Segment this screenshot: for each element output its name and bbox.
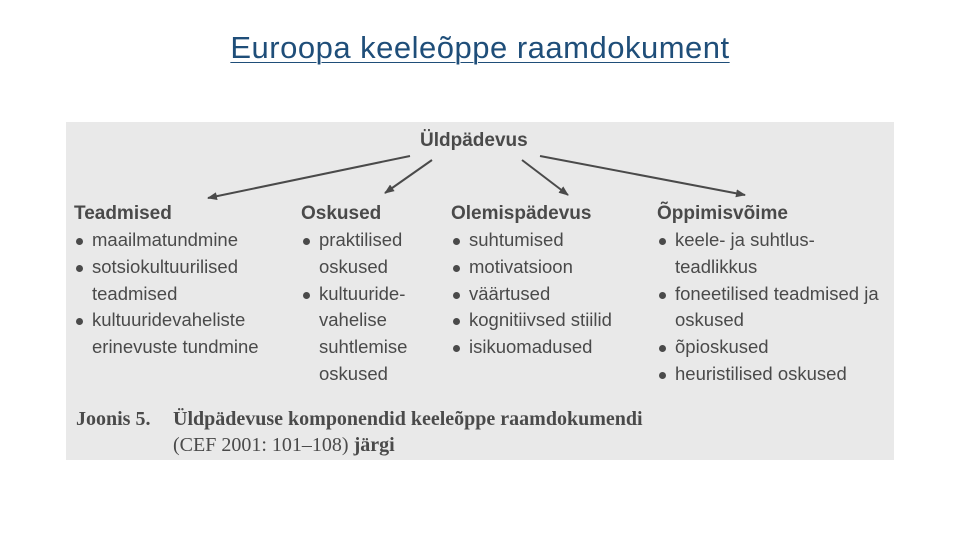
list-item: maailmatundmine (74, 227, 262, 254)
column-olemispadevus (451, 203, 612, 361)
list-item: väärtused (451, 281, 612, 308)
list-item: kultuuride-vahelise suhtlemise oskused (301, 281, 424, 388)
bullet-list (657, 227, 893, 388)
bullet-list (301, 227, 429, 388)
list-item: praktilised oskused (301, 227, 429, 281)
caption-label: Joonis 5. (76, 408, 151, 430)
column-teadmised (74, 203, 282, 361)
arrow-to-olemispadevus (522, 160, 568, 195)
list-item: kognitiivsed stiilid (451, 307, 612, 334)
bullet-list (74, 227, 282, 361)
caption-source: (CEF 2001: 101–108) (173, 434, 349, 456)
column-heading: Õppimisvõime (657, 203, 788, 224)
column-heading: Oskused (301, 203, 382, 224)
list-item: sotsiokultuurilised teadmised (74, 254, 262, 308)
caption-suffix: järgi (353, 434, 395, 456)
root-node: Üldpädevus (420, 130, 528, 151)
column-heading: Teadmised (74, 203, 172, 224)
list-item: foneetilised teadmised ja oskused (657, 281, 893, 335)
list-item: isikuomadused (451, 334, 612, 361)
list-item: suhtumised (451, 227, 612, 254)
list-item: kultuuridevaheliste erinevuste tundmine (74, 307, 282, 361)
caption-line-1: Üldpädevuse komponendid keeleõppe raamdokumendi (173, 408, 643, 430)
arrow-to-oppimisvoime (540, 156, 745, 195)
bullet-list (451, 227, 612, 361)
list-item: heuristilised oskused (657, 361, 893, 388)
arrow-to-oskused (385, 160, 432, 193)
column-heading: Olemispädevus (451, 203, 592, 224)
arrow-to-teadmised (208, 156, 410, 198)
column-oppimisvoime (657, 203, 893, 388)
figure-caption (76, 406, 643, 458)
slide-title: Euroopa keeleõppe raamdokument (230, 30, 730, 65)
column-oskused (301, 203, 429, 388)
list-item: motivatsioon (451, 254, 612, 281)
list-item: keele- ja suhtlus-teadlikkus (657, 227, 845, 281)
list-item: õpioskused (657, 334, 893, 361)
